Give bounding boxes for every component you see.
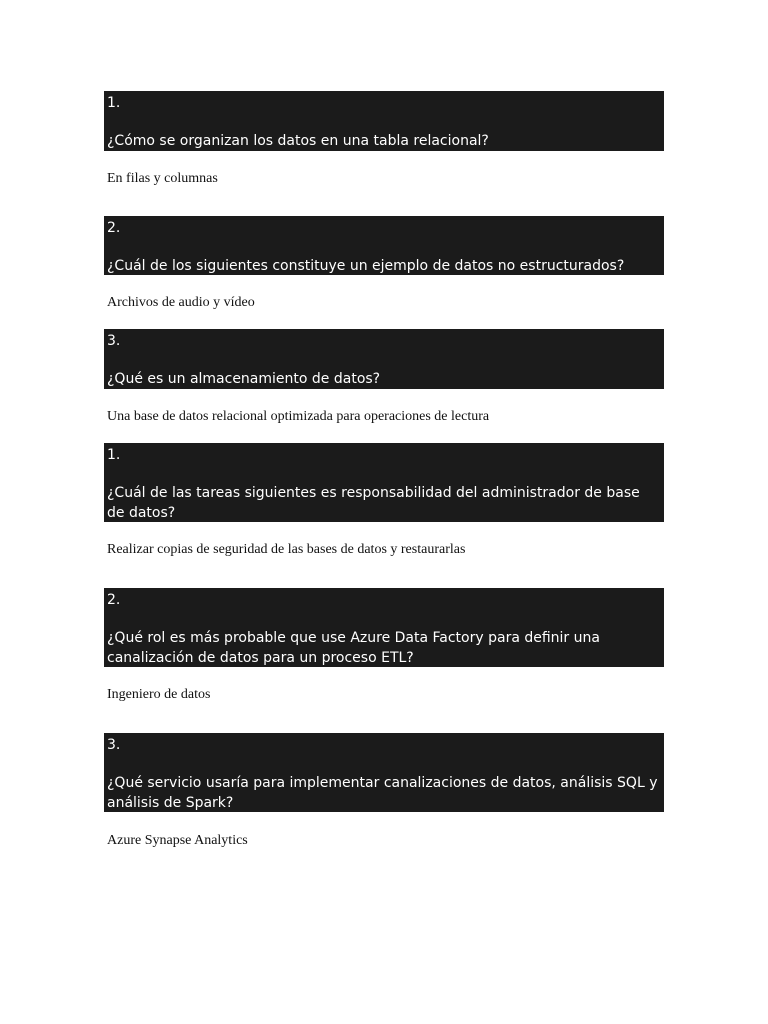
question-number: 3. [107, 737, 121, 753]
question-block-3 [104, 329, 664, 389]
question-text: ¿Cuál de las tareas siguientes es responsabilidad del administrador de base de datos? [107, 485, 640, 521]
question-text: ¿Qué es un almacenamiento de datos? [107, 371, 381, 387]
question-number: 3. [107, 333, 121, 349]
question-text: ¿Qué rol es más probable que use Azure Data Factory para definir una canalización de datos para un proceso ETL? [107, 630, 600, 666]
question-block-6 [104, 733, 664, 812]
question-block-4 [104, 443, 664, 522]
question-block-2 [104, 216, 664, 275]
question-text: ¿Cómo se organizan los datos en una tabla relacional? [107, 133, 489, 149]
answer-text-4: Realizar copias de seguridad de las bases de datos y restaurarlas [107, 542, 466, 557]
answer-text-5: Ingeniero de datos [107, 687, 211, 702]
question-number: 2. [107, 220, 121, 236]
question-text: ¿Cuál de los siguientes constituye un ejemplo de datos no estructurados? [107, 258, 625, 274]
question-text: ¿Qué servicio usaría para implementar canalizaciones de datos, análisis SQL y análisis de Spark? [107, 775, 658, 811]
question-number: 1. [107, 95, 121, 111]
answer-text-1: En filas y columnas [107, 171, 218, 186]
answer-text-6: Azure Synapse Analytics [107, 833, 248, 848]
question-block-1 [104, 91, 664, 151]
question-block-5 [104, 588, 664, 667]
question-number: 1. [107, 447, 121, 463]
question-number: 2. [107, 592, 121, 608]
answer-text-2: Archivos de audio y vídeo [107, 295, 255, 310]
answer-text-3: Una base de datos relacional optimizada para operaciones de lectura [107, 409, 490, 424]
